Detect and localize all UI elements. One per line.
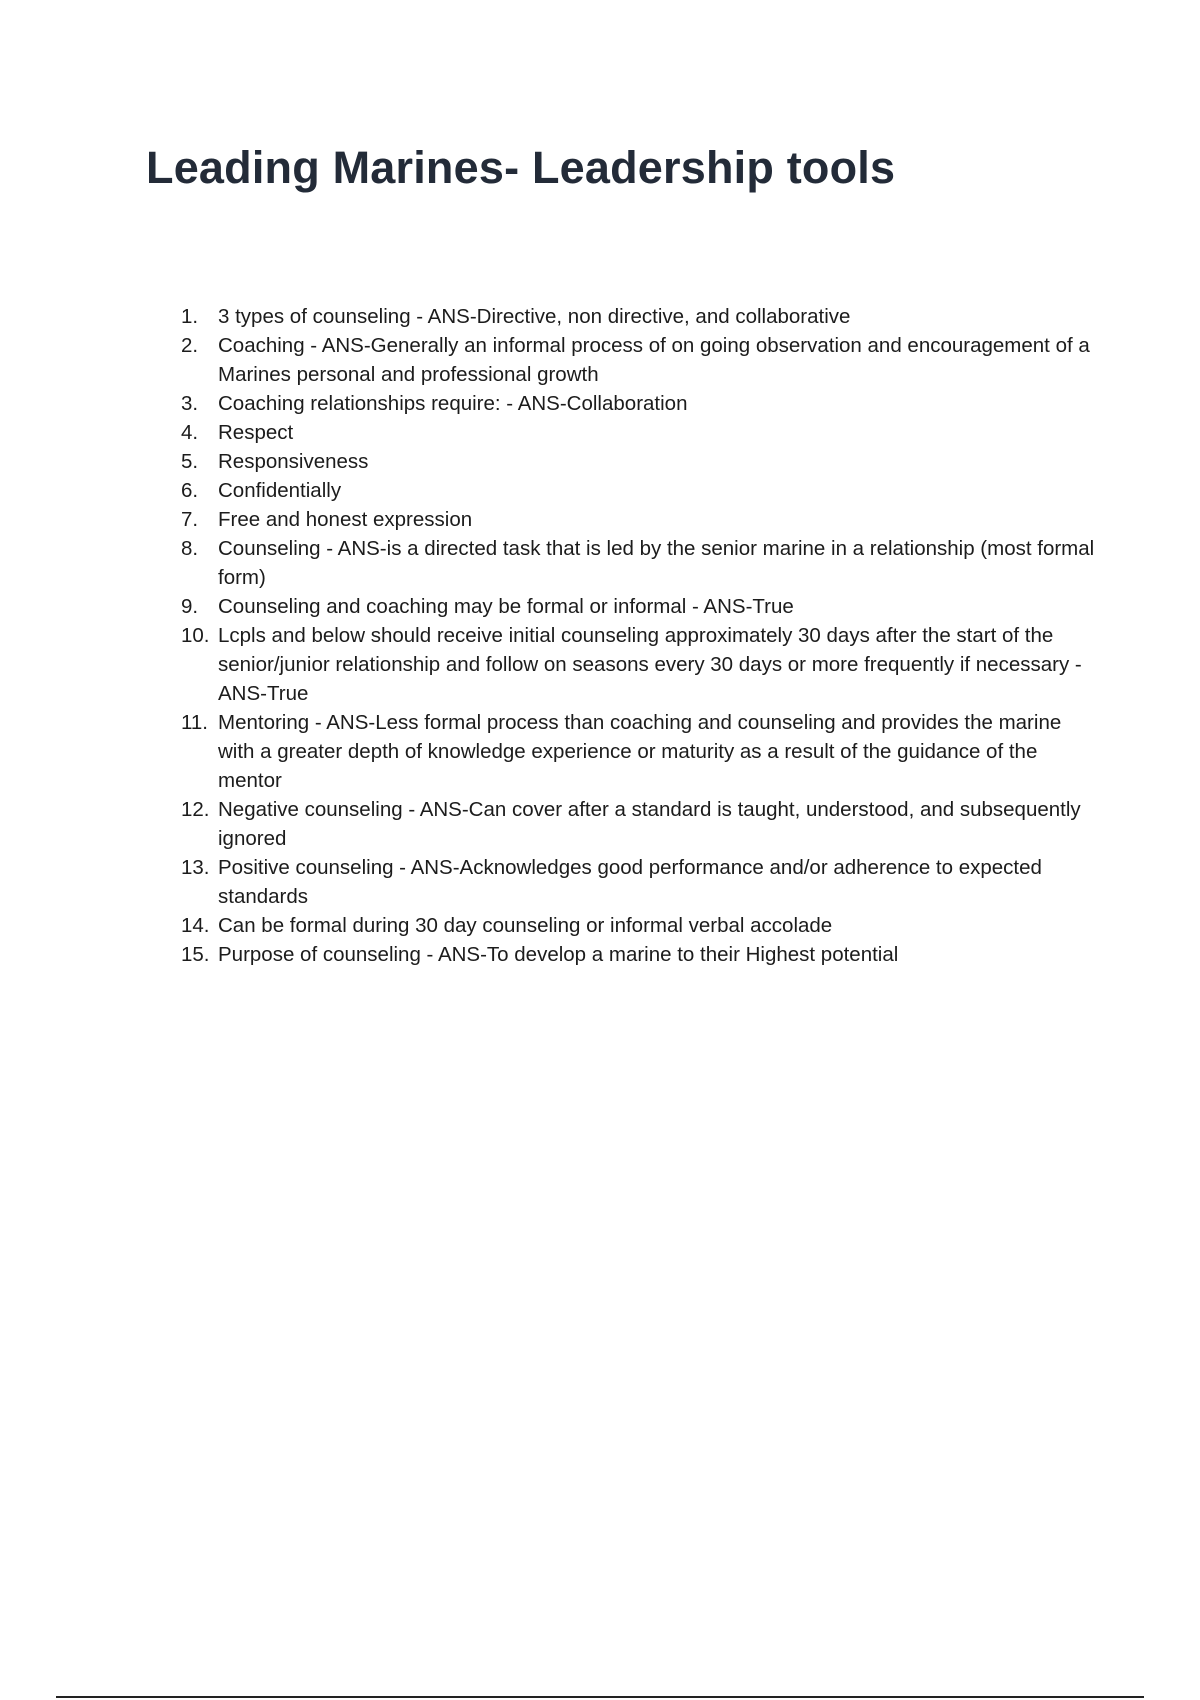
item-number: 5. bbox=[181, 450, 199, 473]
item-number: 4. bbox=[181, 421, 199, 444]
item-number: 10. bbox=[181, 624, 210, 647]
item-text: Counseling and coaching may be formal or informal - ANS-True bbox=[218, 595, 794, 618]
list-item bbox=[181, 534, 1101, 592]
item-number: 8. bbox=[181, 537, 199, 560]
item-number: 11. bbox=[181, 711, 208, 734]
item-text: Purpose of counseling - ANS-To develop a marine to their Highest potential bbox=[218, 943, 899, 966]
item-text: Counseling - ANS-is a directed task that is led by the senior marine in a relationship (most formal form) bbox=[218, 537, 1095, 589]
item-number: 15. bbox=[181, 943, 210, 966]
item-number: 12. bbox=[181, 798, 210, 821]
list-item bbox=[181, 418, 1101, 447]
list-item bbox=[181, 621, 1101, 708]
item-text: 3 types of counseling - ANS-Directive, non directive, and collaborative bbox=[218, 305, 851, 328]
item-text: Lcpls and below should receive initial counseling approximately 30 days after the start of the senior/junior relationship and follow on seasons every 30 days or more frequently if necessary - ANS-True bbox=[218, 624, 1082, 705]
item-number: 13. bbox=[181, 856, 210, 879]
qa-list bbox=[181, 302, 1101, 969]
list-item bbox=[181, 447, 1101, 476]
item-number: 2. bbox=[181, 334, 199, 357]
item-text: Negative counseling - ANS-Can cover after a standard is taught, understood, and subsequently ignored bbox=[218, 798, 1081, 850]
list-item bbox=[181, 853, 1101, 911]
list-item bbox=[181, 940, 1101, 969]
item-number: 1. bbox=[181, 305, 199, 328]
item-number: 6. bbox=[181, 479, 199, 502]
item-text: Coaching - ANS-Generally an informal process of on going observation and encouragement of a Marines personal and professional growth bbox=[218, 334, 1090, 386]
list-item bbox=[181, 708, 1101, 795]
list-item bbox=[181, 302, 1101, 331]
page-title: Leading Marines- Leadership tools bbox=[146, 142, 896, 193]
item-number: 9. bbox=[181, 595, 199, 618]
item-text: Mentoring - ANS-Less formal process than coaching and counseling and provides the marine with a greater depth of knowledge experience or maturity as a result of the guidance of the mentor bbox=[218, 711, 1062, 792]
item-number: 7. bbox=[181, 508, 199, 531]
item-text: Positive counseling - ANS-Acknowledges good performance and/or adherence to expected standards bbox=[218, 856, 1042, 908]
item-text: Respect bbox=[218, 421, 294, 444]
list-item bbox=[181, 331, 1101, 389]
item-text: Responsiveness bbox=[218, 450, 369, 473]
item-number: 3. bbox=[181, 392, 199, 415]
page-bottom-divider bbox=[56, 1696, 1144, 1698]
item-text: Coaching relationships require: - ANS-Collaboration bbox=[218, 392, 688, 415]
list-item bbox=[181, 505, 1101, 534]
item-text: Free and honest expression bbox=[218, 508, 473, 531]
item-number: 14. bbox=[181, 914, 210, 937]
list-item bbox=[181, 911, 1101, 940]
list-item bbox=[181, 476, 1101, 505]
list-item bbox=[181, 592, 1101, 621]
list-item bbox=[181, 389, 1101, 418]
item-text: Confidentially bbox=[218, 479, 342, 502]
item-text: Can be formal during 30 day counseling or informal verbal accolade bbox=[218, 914, 833, 937]
list-item bbox=[181, 795, 1101, 853]
